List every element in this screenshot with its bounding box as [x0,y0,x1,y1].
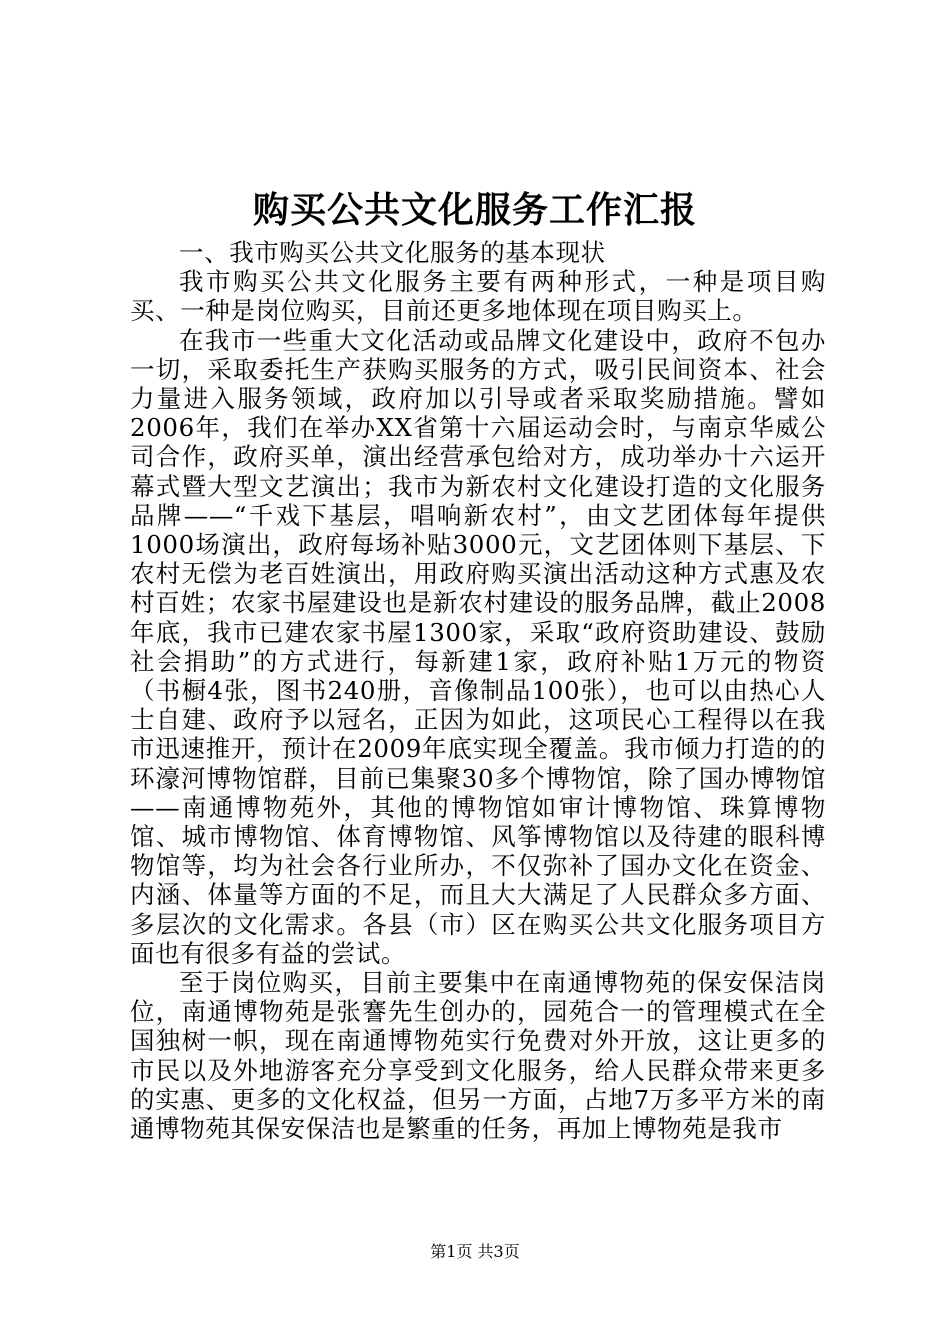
page-footer: 第1页 共3页 [430,1242,520,1261]
body-paragraph: 我市购买公共文化服务主要有两种形式，一种是项目购买、一种是岗位购买，目前还更多地体现在项目购买上。 [130,267,826,326]
body-paragraph: 至于岗位购买，目前主要集中在南通博物苑的保安保洁岗位，南通博物苑是张謇先生创办的，园苑合一的管理模式在全国独树一帜，现在南通博物苑实行免费对外开放，这让更多的市民以及外地游客充分享受到文化服务，给人民群众带来更多的实惠、更多的文化权益，但另一方面，占地7万多平方米的南通博物苑其保安保洁也是繁重的任务，再加上博物苑是我市 [130,968,826,1144]
body-paragraph: 在我市一些重大文化活动或品牌文化建设中，政府不包办一切，采取委托生产获购买服务的方式，吸引民间资本、社会力量进入服务领域，政府加以引导或者采取奖励措施。譬如2006年，我们在举办XX省第十六届运动会时，与南京华威公司合作，政府买单，演出经营承包给对方，成功举办十六运开幕式暨大型文艺演出；我市为新农村文化建设打造的文化服务品牌——“千戏下基层，唱响新农村”，由文艺团体每年提供1000场演出，政府每场补贴3000元，文艺团体则下基层、下农村无偿为老百姓演出，用政府购买演出活动这种方式惠及农村百姓；农家书屋建设也是新农村建设的服务品牌，截止2008年底，我市已建农家书屋1300家，采取“政府资助建设、鼓励社会捐助”的方式进行，每新建1家，政府补贴1万元的物资（书橱4张，图书240册，音像制品100张），也可以由热心人士自建、政府予以冠名，正因为如此，这项民心工程得以在我市迅速推开，预计在2009年底实现全覆盖。我市倾力打造的的环濠河博物馆群，目前已集聚30多个博物馆，除了国办博物馆——南通博物苑外，其他的博物馆如审计博物馆、珠算博物馆、城市博物馆、体育博物馆、风筝博物馆以及待建的眼科博物馆等，均为社会各行业所办，不仅弥补了国办文化在资金、内涵、体量等方面的不足，而且大大满足了人民群众多方面、多层次的文化需求。各县（市）区在购买公共文化服务项目方面也有很多有益的尝试。 [130,325,826,968]
document-body [130,238,826,1143]
document-title: 购买公共文化服务工作汇报 [252,189,697,231]
section-heading: 一、我市购买公共文化服务的基本现状 [179,238,606,267]
